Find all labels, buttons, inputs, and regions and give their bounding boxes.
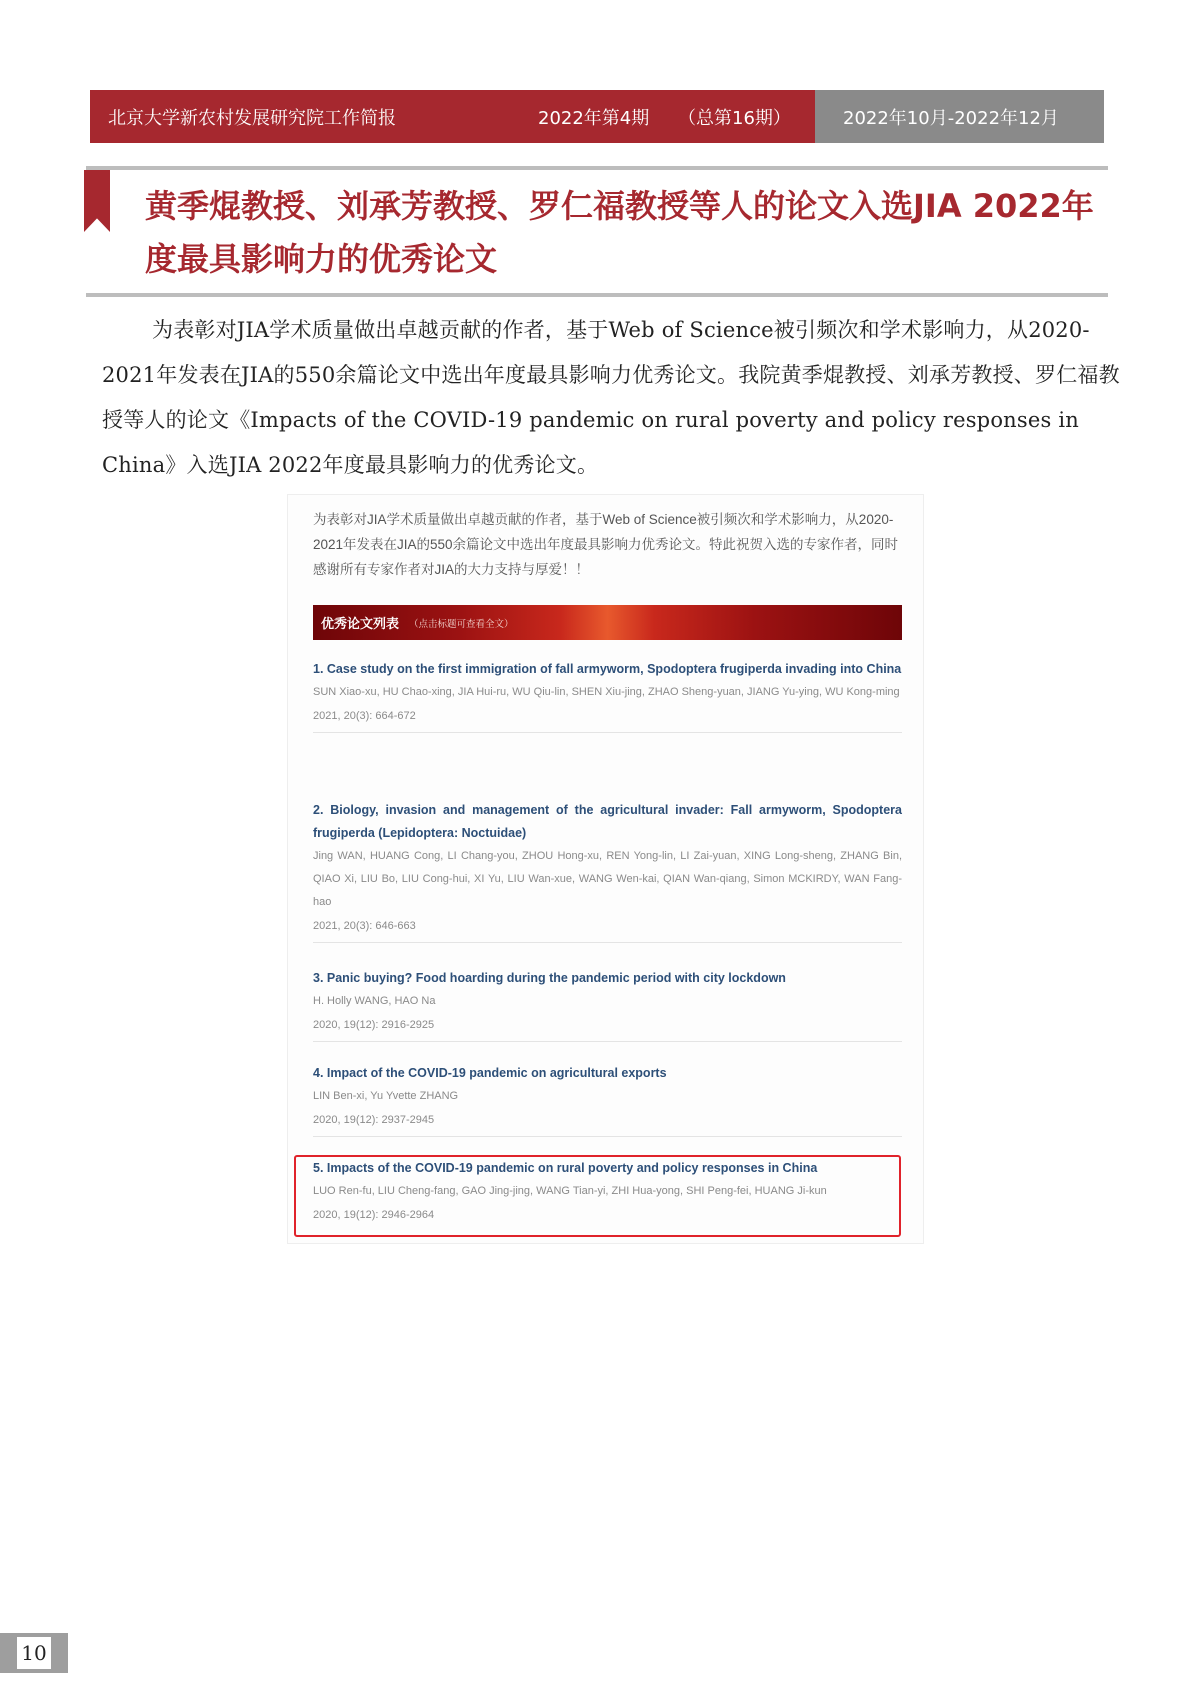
paper-title-link[interactable]: 3. Panic buying? Food hoarding during the pandemic period with city lockdown	[313, 971, 786, 985]
header-bar	[90, 90, 1104, 143]
embedded-screenshot	[287, 494, 924, 1244]
list-item	[313, 967, 902, 1042]
paper-citation: 2021, 20(3): 646-663	[313, 920, 416, 932]
list-item	[313, 799, 902, 943]
header-period-text: 2022年10月-2022年12月	[843, 107, 1059, 129]
header-period	[815, 90, 1104, 143]
paper-title-link[interactable]: 1. Case study on the first immigration of fall armyworm, Spodoptera frugiperda invading into China	[313, 662, 902, 676]
title-bottom-rule	[86, 293, 1108, 297]
title-top-rule	[86, 166, 1108, 170]
paper-title-link[interactable]: 4. Impact of the COVID-19 pandemic on agricultural exports	[313, 1066, 667, 1080]
header-org: 北京大学新农村发展研究院工作简报	[108, 107, 396, 129]
article-body: 为表彰对JIA学术质量做出卓越贡献的作者，基于Web of Science被引频次和学术影响力，从2020-2021年发表在JIA的550余篇论文中选出年度最具影响力优秀论文。我院黄季焜教授、刘承芳教授、罗仁福教授等人的论文《Impacts of the COVID-19 pandemic on rural poverty and policy responses in China》入选JIA 2022年度最具影响力的优秀论文。	[102, 318, 1120, 477]
page-number: 10	[17, 1637, 50, 1669]
paper-title-link[interactable]: 5. Impacts of the COVID-19 pandemic on rural poverty and policy responses in China	[313, 1161, 818, 1175]
paper-authors: LIN Ben-xi, Yu Yvette ZHANG	[313, 1090, 459, 1102]
paper-citation: 2020, 19(12): 2946-2964	[313, 1209, 435, 1221]
screenshot-intro: 为表彰对JIA学术质量做出卓越贡献的作者，基于Web of Science被引频次和学术影响力，从2020-2021年发表在JIA的550余篇论文中选出年度最具影响力优秀论文。特此祝贺入选的专家作者，同时感谢所有专家作者对JIA的大力支持与厚爱！！	[313, 512, 899, 577]
list-item	[313, 1062, 902, 1137]
paper-title-link[interactable]: 2. Biology, invasion and management of the agricultural invader: Fall armyworm, Spodoptera frugiperda (Lepidoptera: Noctuidae)	[313, 803, 902, 840]
paper-authors: LUO Ren-fu, LIU Cheng-fang, GAO Jing-jing, WANG Tian-yi, ZHI Hua-yong, SHI Peng-fei, HUANG Ji-kun	[313, 1185, 827, 1197]
paper-authors: Jing WAN, HUANG Cong, LI Chang-you, ZHOU Hong-xu, REN Yong-lin, LI Zai-yuan, XING Long-sheng, ZHANG Bin, QIAO Xi, LIU Bo, LIU Cong-hui, XI Yu, LIU Wan-xue, WANG Wen-kai, QIAN Wan-qiang, Simon MCKIRDY, WAN Fang-hao	[313, 850, 902, 908]
banner-note: （点击标题可查看全文）	[409, 618, 514, 630]
banner-title: 优秀论文列表	[321, 616, 400, 631]
page-number-tab	[0, 1633, 68, 1673]
paper-citation: 2020, 19(12): 2916-2925	[313, 1019, 435, 1031]
list-item	[313, 658, 902, 733]
header-total-issue: （总第16期）	[678, 107, 791, 129]
paper-authors: SUN Xiao-xu, HU Chao-xing, JIA Hui-ru, WU Qiu-lin, SHEN Xiu-jing, ZHAO Sheng-yuan, JIANG Yu-ying, WU Kong-ming	[313, 686, 900, 698]
highlight-box	[294, 1155, 901, 1237]
paper-citation: 2021, 20(3): 664-672	[313, 710, 416, 722]
paper-citation: 2020, 19(12): 2937-2945	[313, 1114, 435, 1126]
bookmark-ribbon-icon	[84, 170, 110, 232]
article-title: 黄季焜教授、刘承芳教授、罗仁福教授等人的论文入选JIA 2022年度最具影响力的优秀论文	[145, 187, 1094, 278]
header-issue: 2022年第4期	[538, 107, 650, 129]
paper-authors: H. Holly WANG, HAO Na	[313, 995, 436, 1007]
header-left	[90, 90, 815, 143]
list-banner	[313, 605, 902, 640]
